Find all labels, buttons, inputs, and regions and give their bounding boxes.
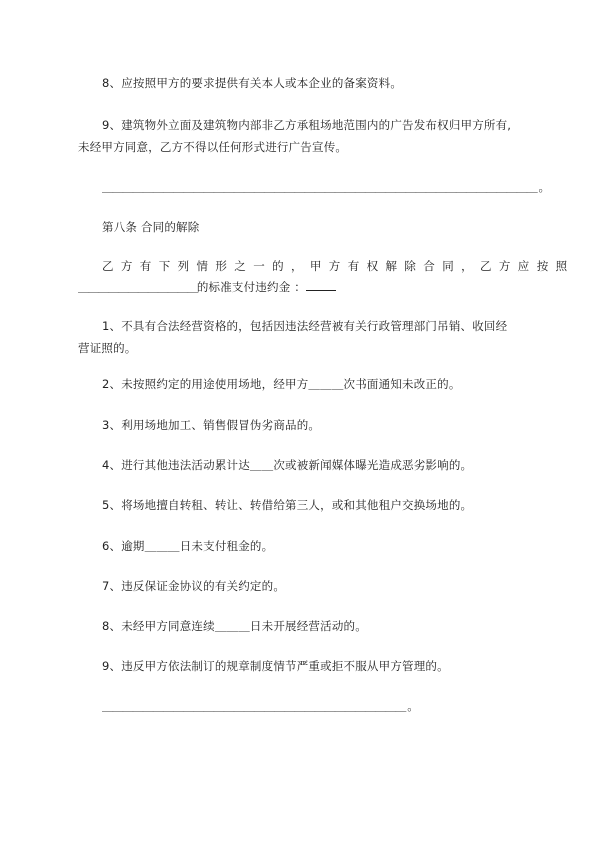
termination-item-8: 8、未经甲方同意连续＿＿＿日未开展经营活动的。	[102, 619, 367, 633]
penalty-standard-blank: ＿＿＿＿＿＿＿＿＿＿＿＿	[78, 280, 197, 294]
article-8-heading: 第八条 合同的解除	[102, 220, 200, 234]
termination-item-2: 2、未按照约定的用途使用场地，经甲方＿＿＿次书面通知未改正的。	[102, 377, 461, 391]
termination-item-1-line-1: 1、不具有合法经营资格的，包括因违法经营被有关行政管理部门吊销、收回经	[102, 319, 508, 333]
blank-fill-line-1: ＿＿＿＿＿＿＿＿＿＿＿＿＿＿＿＿＿＿＿＿＿＿＿＿＿＿＿＿＿＿＿＿＿＿＿＿＿＿＿＿＿＿＿ 。	[102, 180, 549, 194]
clause-7-item-9-line-1: 9、建筑物外立面及建筑物内部非乙方承租场地范围内的广告发布权归甲方所有,	[102, 118, 512, 132]
blank-fill-line-2: ＿＿＿＿＿＿＿＿＿＿＿＿＿＿＿＿＿＿＿＿＿＿＿＿＿＿＿＿＿＿ 。	[102, 699, 418, 713]
penalty-standard-text: 的标准支付违约金 ：	[196, 280, 306, 294]
clause-7-item-8: 8、应按照甲方的要求提供有关本人或本企业的备案资料。	[102, 76, 403, 90]
termination-item-7: 7、违反保证金协议的有关约定的。	[102, 579, 286, 593]
clause-7-item-9-line-2: 未经甲方同意，乙方不得以任何形式进行广告宣传。	[78, 140, 348, 154]
termination-intro-line-1: 乙方有下列情形之一的，甲方有权解除合同，乙方应按照	[102, 259, 575, 273]
termination-item-5: 5、将场地擅自转租、转让、转借给第三人，或和其他租户交换场地的。	[102, 498, 473, 512]
termination-item-3: 3、利用场地加工、销售假冒伪劣商品的。	[102, 418, 321, 432]
termination-intro-line-2	[78, 278, 336, 295]
termination-item-1-line-2: 营证照的。	[78, 341, 137, 355]
termination-item-6: 6、逾期＿＿＿日未支付租金的。	[102, 539, 274, 553]
penalty-amount-blank	[306, 278, 336, 291]
termination-item-4: 4、进行其他违法活动累计达＿＿次或被新闻媒体曝光造成恶劣影响的。	[102, 458, 473, 472]
termination-item-9: 9、违反甲方依法制订的规章制度情节严重或拒不服从甲方管理的。	[102, 659, 449, 673]
